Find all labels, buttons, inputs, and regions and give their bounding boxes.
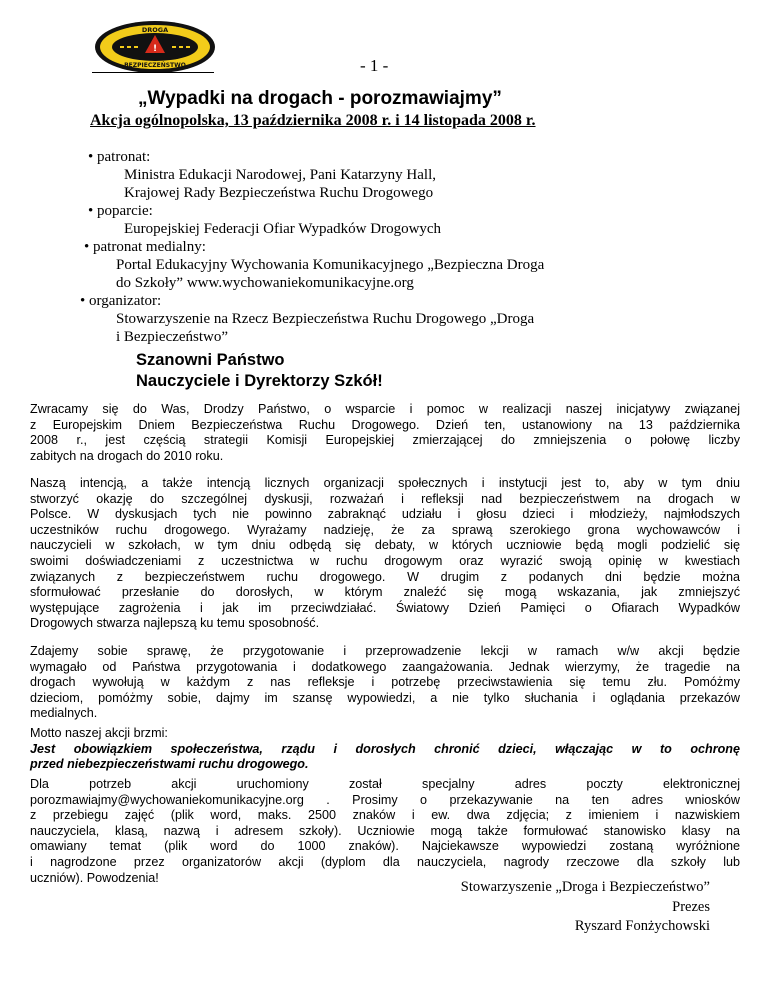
paragraph-3: [30, 644, 740, 722]
sponsor-line: i Bezpieczeństwo”: [116, 329, 229, 345]
motto: [30, 726, 740, 773]
document-subtitle: Akcja ogólnopolska, 13 października 2008 r. i 14 listopada 2008 r.: [90, 112, 536, 129]
droga-bezpieczenstwo-logo: [94, 20, 216, 74]
sponsor-label: • organizator:: [80, 293, 162, 309]
text-line: swoimi doświadczeniami z uczestnictwa w ruchu drogowym oraz wyrazić swoją opinię w kwestiach: [30, 553, 740, 568]
text-line: uczniów). Powodzenia!: [30, 870, 159, 885]
text-line: z Europejskim Dniem Bezpieczeństwa Ruchu Drogowego. Dzień ten, ustanowiony na 13 października: [30, 417, 740, 432]
text-line: występujące zagrożenia i jak im przeciwdziałać. Światowy Dzień Pamięci o Ofiarach Wypadków: [30, 600, 740, 615]
text-line: związanych z bezpieczeństwem ruchu drogowego. W drugim z podanych dni będzie można: [30, 569, 740, 584]
closing-paragraph: [30, 777, 740, 886]
text-line: Dla potrzeb akcji uruchomiony został specjalny adres poczty elektronicznej: [30, 777, 740, 791]
sponsor-line: Stowarzyszenie na Rzecz Bezpieczeństwa Ruchu Drogowego „Droga: [116, 311, 535, 327]
text-line: Zwracamy się do Was, Drodzy Państwo, o wsparcie i pomoc w realizacji naszej inicjatywy związanej: [30, 402, 740, 416]
sponsor-line: Krajowej Rady Bezpieczeństwa Ruchu Drogowego: [124, 185, 434, 201]
sponsor-line: Europejskiej Federacji Ofiar Wypadków Drogowych: [124, 221, 442, 237]
text-line: Naszą intencją, a także intencją licznych organizacji społecznych i instytucji jest to, aby w tym dniu: [30, 476, 740, 490]
text-line: medialnych.: [30, 706, 98, 721]
logo-top-text: DROGA: [141, 26, 169, 34]
signature-name: Ryszard Fonżychowski: [574, 918, 710, 934]
sponsor-line: do Szkoły” www.wychowaniekomunikacyjne.org: [116, 275, 414, 291]
text-line: z przebiegu zajęć (plik word, maks. 2500 znaków i ew. dwa zdjęcia; z imieniem i nazwiskiem: [30, 808, 740, 823]
text-line: Polsce. W dyskusjach tych nie powinno zabraknąć udziału i głosu dzieci i młodzieży, najmłodszych: [30, 507, 740, 522]
sponsor-label: • patronat:: [88, 149, 151, 165]
sponsor-line: Ministra Edukacji Narodowej, Pani Katarzyny Hall,: [124, 167, 436, 183]
text-line: stworzyć okazję do szczególnej dyskusji, rozważań i refleksji nad bezpieczeństwem na drogach w: [30, 491, 740, 506]
text-line: dzieciom, pomóżmy sobie, dajmy im szansę wypowiedzi, a nie tylko słuchania i oglądania przekazów: [30, 690, 740, 705]
text-line: 2008 r., jest częścią strategii Komisji Europejskiej zmierzającej do zmniejszenia o połowę liczby: [30, 433, 740, 448]
text-line: uczestników ruchu drogowego. Wyrażamy nadzieję, że za sprawą szerokiego grona wychowawców i: [30, 522, 740, 537]
text-line: nauczyciela, klasą, nazwą i adresem szkoły). Uczniowie mogą także formułować stanowisko klasy na: [30, 823, 740, 838]
greeting-line: Szanowni Państwo: [136, 351, 285, 369]
page-number: - 1 -: [360, 56, 389, 75]
motto-line: Jest obowiązkiem społeczeństwa, rządu i dorosłych chronić dzieci, włączając w to ochronę: [30, 741, 740, 756]
header-rule: [92, 72, 214, 73]
text-line: zabitych na drogach do 2010 roku.: [30, 448, 224, 463]
document-title: „Wypadki na drogach - porozmawiajmy”: [138, 88, 502, 109]
signature-organization: Stowarzyszenie „Droga i Bezpieczeństwo”: [460, 879, 710, 895]
email-line: porozmawiajmy@wychowaniekomunikacyjne.org . Prosimy o przekazywanie na ten adres wniosków: [30, 792, 740, 807]
text-line: wymagało od Państwa przygotowania i dodatkowego zaangażowania. Jednak wierzymy, że tragedie na: [30, 659, 740, 674]
sponsor-line: Portal Edukacyjny Wychowania Komunikacyjnego „Bezpieczna Droga: [116, 257, 545, 273]
text-line: sformułować przesłanie do dorosłych, w którym znaleźć się mogą wskazania, jak zmniejszyć: [30, 585, 740, 600]
logo-symbol: !: [152, 44, 158, 54]
motto-intro: Motto naszej akcji brzmi:: [30, 726, 168, 740]
text-line: Drogowych stwarza najlepszą ku temu sposobność.: [30, 616, 320, 631]
text-line: i nagrodzone przez organizatorów akcji (dyplom dla nauczyciela, nagrody rzeczowe dla szkoły lub: [30, 854, 740, 869]
text-line: drogach wywołują w każdym z nas refleksje i potrzebę przeciwstawienia się temu złu. Pomóżmy: [30, 675, 740, 690]
text-line: nauczycieli w szkołach, w tym dniu odbędą się debaty, w których uczniowie będą mogli podzielić się: [30, 538, 740, 553]
greeting: [136, 350, 383, 392]
signature: [461, 878, 710, 937]
paragraph-2: [30, 476, 740, 632]
text-line: Zdajemy sobie sprawę, że przygotowanie i przeprowadzenie lekcji w ramach w/w akcji będzie: [30, 644, 740, 658]
motto-line: przed niebezpieczeństwami ruchu drogowego.: [30, 757, 309, 772]
sponsor-label: • patronat medialny:: [84, 239, 206, 255]
signature-role: Prezes: [672, 898, 710, 915]
paragraph-1: [30, 402, 740, 464]
text-line: omawiany temat (plik word do 1000 znaków). Najciekawsze wypowiedzi zostaną wyróżnione: [30, 839, 740, 854]
logo-bottom-text: BEZPIECZEŃSTWO: [124, 62, 186, 69]
sponsor-label: • poparcie:: [88, 203, 153, 219]
greeting-line: Nauczyciele i Dyrektorzy Szkół!: [136, 372, 383, 390]
